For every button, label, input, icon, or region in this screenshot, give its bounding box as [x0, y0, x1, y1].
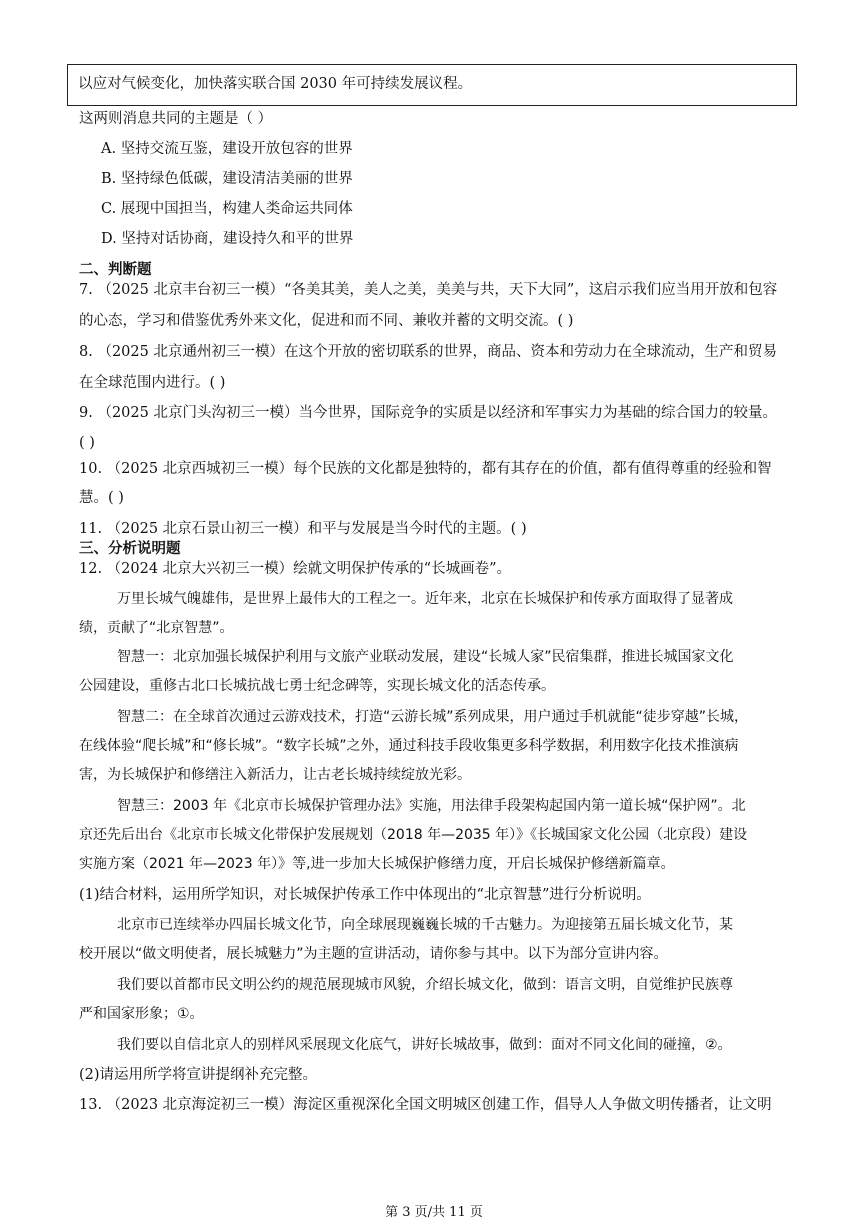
section-heading-judgment: 二、判断题 — [79, 261, 152, 278]
question-7-line-1: 7. （2025 北京丰台初三一模）“各美其美，美人之美，美美与共，天下大同”，这启示我们应当用开放和包容 — [79, 282, 778, 298]
material-wisdom-3-cont-2: 实施方案（2021 年—2023 年）》等,进一步加大长城保护修缮力度，开启长城保护修缮新篇章。 — [79, 856, 675, 872]
question-13-line-1: 13. （2023 北京海淀初三一模）海淀区重视深化全国文明城区创建工作，倡导人人争做文明传播者，让文明 — [79, 1097, 772, 1113]
question-9-line-2: ( ) — [79, 435, 95, 451]
material-wisdom-2-cont-2: 害，为长城保护和修缮注入新活力，让古老长城持续绽放光彩。 — [79, 767, 471, 783]
question-stem: 这两则消息共同的主题是（ ） — [79, 111, 273, 127]
material-wisdom-1-cont: 公园建设，重修古北口长城抗战七勇士纪念碑等，实现长城文化的活态传承。 — [79, 678, 555, 694]
question-12-stem: 12. （2024 北京大兴初三一模）绘就文明保护传承的“长城画卷”。 — [79, 561, 512, 577]
question-10-line-1: 10. （2025 北京西城初三一模）每个民族的文化都是独特的，都有其存在的价值，都有值得尊重的经验和智 — [79, 461, 772, 477]
material-wisdom-3: 智慧三：2003 年《北京市长城保护管理办法》实施，用法律手段架构起国内第一道长城“保护网”。北 — [117, 798, 746, 814]
material-wisdom-2: 智慧二：在全球首次通过云游戏技术，打造“云游长城”系列成果，用户通过手机就能“徒步穿越”长城， — [117, 709, 749, 725]
question-9-line-1: 9. （2025 北京门头沟初三一模）当今世界，国际竞争的实质是以经济和军事实力为基础的综合国力的较量。 — [79, 405, 777, 421]
material2-paragraph-2-cont: 严和国家形象；①。 — [79, 1006, 204, 1022]
question-8-line-2: 在全球范围内进行。( ) — [79, 375, 226, 391]
material-paragraph-1: 万里长城气魄雄伟，是世界上最伟大的工程之一。近年来，北京在长城保护和传承方面取得了显著成 — [117, 591, 733, 607]
material-box — [67, 64, 797, 106]
question-11: 11. （2025 北京石景山初三一模）和平与发展是当今时代的主题。( ) — [79, 521, 527, 537]
material-wisdom-2-cont-1: 在线体验“爬长城”和“修长城”。“数字长城”之外，通过科技手段收集更多科学数据，利用数字化技术推演病 — [79, 738, 739, 754]
material2-paragraph-1-cont: 校开展以“做文明使者，展长城魅力”为主题的宣讲活动，请你参与其中。以下为部分宣讲内容。 — [79, 946, 668, 962]
question-12-part-1: (1)结合材料，运用所学知识，对长城保护传承工作中体现出的“北京智慧”进行分析说明。 — [79, 887, 651, 903]
material2-paragraph-2: 我们要以首都市民文明公约的规范展现城市风貌，介绍长城文化，做到：语言文明，自觉维护民族尊 — [117, 977, 733, 993]
material2-paragraph-3: 我们要以自信北京人的别样风采展现文化底气，讲好长城故事，做到：面对不同文化间的碰撞，②。 — [117, 1037, 732, 1053]
question-8-line-1: 8. （2025 北京通州初三一模）在这个开放的密切联系的世界，商品、资本和劳动力在全球流动，生产和贸易 — [79, 344, 777, 360]
question-7-line-2: 的心态，学习和借鉴优秀外来文化，促进和而不同、兼收并蓄的文明交流。( ) — [79, 313, 574, 329]
section-heading-analysis: 三、分析说明题 — [79, 540, 181, 557]
option-a: A. 坚持交流互鉴，建设开放包容的世界 — [101, 141, 353, 157]
material-wisdom-1: 智慧一：北京加强长城保护利用与文旅产业联动发展，建设“长城人家”民宿集群，推进长城国家文化 — [117, 649, 734, 665]
question-12-part-2: (2)请运用所学将宣讲提纲补充完整。 — [79, 1067, 318, 1083]
option-b: B. 坚持绿色低碳，建设清洁美丽的世界 — [101, 171, 353, 187]
option-d: D. 坚持对话协商，建设持久和平的世界 — [101, 231, 354, 247]
page-number-footer: 第 3 页/共 11 页 — [385, 1205, 483, 1220]
question-10-line-2: 慧。( ) — [79, 490, 124, 506]
material-paragraph-1-cont: 绩，贡献了“北京智慧”。 — [79, 620, 234, 636]
material-wisdom-3-cont-1: 京还先后出台《北京市长城文化带保护发展规划（2018 年—2035 年）》《长城国家文化公园（北京段）建设 — [79, 827, 748, 843]
option-c: C. 展现中国担当，构建人类命运共同体 — [101, 201, 353, 217]
material-box-text: 以应对气候变化，加快落实联合国 2030 年可持续发展议程。 — [78, 76, 473, 92]
material2-paragraph-1: 北京市已连续举办四届长城文化节，向全球展现巍巍长城的千古魅力。为迎接第五届长城文化节，某 — [117, 917, 733, 933]
